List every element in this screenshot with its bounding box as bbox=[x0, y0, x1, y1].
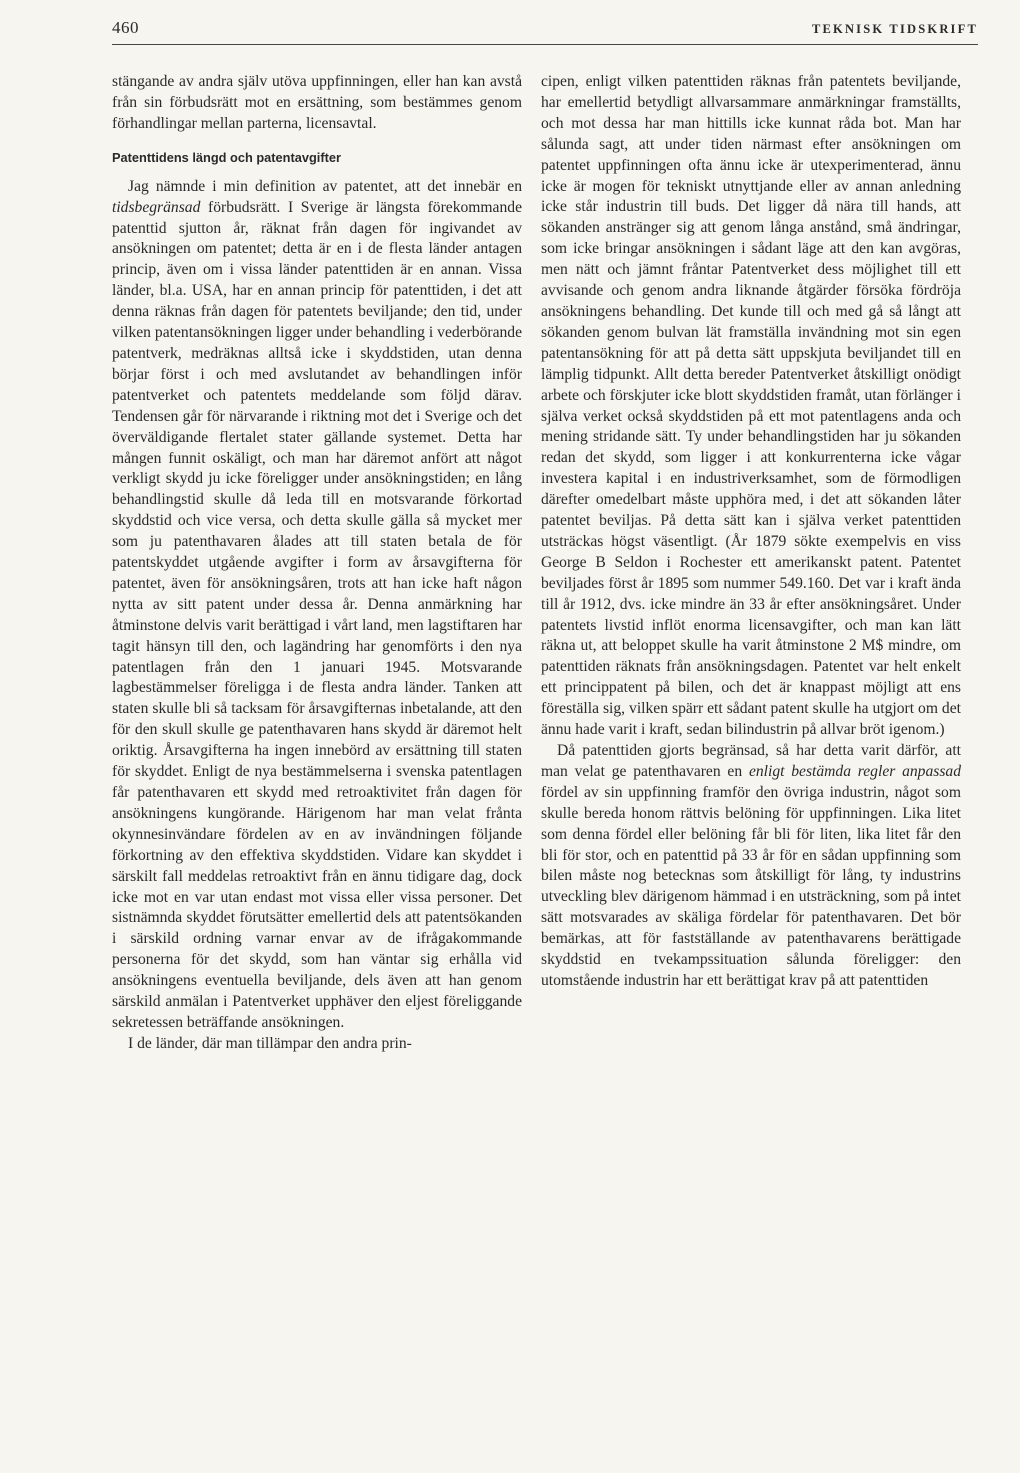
right-paragraph-2 bbox=[541, 741, 961, 992]
left-paragraph-2 bbox=[112, 177, 522, 1034]
left-paragraph-3: I de länder, där man tillämpar den andra prin- bbox=[128, 1034, 412, 1052]
journal-title: TEKNISK TIDSKRIFT bbox=[811, 22, 978, 36]
page-number: 460 bbox=[112, 18, 139, 37]
left-paragraph-1: stängande av andra själv utöva uppfinningen, eller han kan avstå från sin förbudsrätt mot en ersättning, som bestämmes genom förhandlingar mellan parterna, licensavtal. bbox=[112, 73, 522, 132]
right-column bbox=[541, 72, 961, 992]
right-paragraph-1: cipen, enligt vilken patenttiden räknas från patentets beviljande, har emellertid betydligt allvarsammare anmärkningar framställts, och mot dessa har man hittills icke kunnat råda bot. Man har sålunda sagt, att under tiden närmast efter ansökningen om patentet uppfinningen ofta ännu icke är utexperimenterad, ännu icke är mogen för tekniskt utnyttjande eller av annan anledning icke står industrin till buds. Det ligger då nära till hands, att sökanden anstränger sig att genom långa anstånd, små ändringar, som icke bringar ansökningen i sådant läge att den kan avgöras, men nätt och jämnt fråntar Patentverket dess möjlighet till ett avvisande och genom andra liknande åtgärder försöka fördröja ansökningens behandling. Det kunde till och med gå så långt att sökanden genom bulvan lät framställa invändning mot sin egen patentansökning för att på detta sätt uppskjuta beviljandet till en lämplig tidpunkt. Allt detta bereder Patentverket åtskilligt onödigt arbete och förskjuter icke blott skyddstiden framåt, utan förlänger i själva verket också skyddstiden på ett mot patentlagens anda och mening stridande sätt. Ty under behandlingstiden har ju sökanden redan det skydd, som ligger i att konkurrenterna icke vågar investera kapital i en industriverksamhet, som de förmodligen därefter omedelbart måste upphöra med, i det att sökanden låter patentet beviljas. På detta sätt kan i själva verket patenttiden utsträckas högst väsentligt. (År 1879 sökte exempelvis en viss George B Seldon i Rochester ett amerikanskt patent. Patentet beviljades först år 1895 som nummer 549.160. Det var i kraft ända till år 1912, dvs. icke mindre än 33 år efter ansökningsåret. Under patentets livstid inflöt enorma licensavgifter, och man kan lätt räkna ut, att beloppet skulle ha varit åtminstone 2 M$ mindre, om patenttiden räknats från ansökningsdagen. Patentet var helt enkelt ett princippatent på bilen, och det är knappast möjligt att ens föreställa sig, vilken spärr ett sådant patent skulle ha utgjort om det ännu hade varit i kraft, sedan bilindustrin på allvar bröt igenom.) bbox=[541, 73, 961, 739]
right-paragraph-2-rest: fördel av sin uppfinning framför den övriga industrin, något som skulle bereda honom rättvis belöning för uppfinningen. Lika litet som denna fördel eller belöning får bli för liten, lika litet får den bli för stor, och en patenttid på 33 år för en sådan uppfinning som bilen måste nog betecknas som åtskilligt för lång, ty industrins utveckling blev därigenom hämmad i en utsträckning, som på intet sätt motsvarades av skäliga fördelar för patenthavaren. Det bör bemärkas, att för fastställande av patenthavarens berättigade skyddstid en tvekampssituation sålunda föreligger: den utomstående industrin har ett berättigat krav på att patenttiden bbox=[541, 783, 961, 989]
section-heading: Patenttidens längd och patentavgifter bbox=[112, 149, 341, 165]
left-paragraph-2-start: Jag nämnde i min definition av patentet, att det innebär en bbox=[128, 177, 522, 195]
left-column bbox=[112, 72, 522, 1055]
page-header bbox=[112, 14, 978, 45]
right-paragraph-2-start: Då patenttiden gjorts begränsad, så har detta varit därför, att man velat ge patenthavaren en bbox=[541, 742, 961, 780]
left-paragraph-2-emphasis: tidsbegränsad bbox=[112, 198, 201, 216]
left-paragraph-2-rest: förbudsrätt. I Sverige är längsta förekommande patenttid sjutton år, räknat från dagen för ingivandet av ansökningen om patentet; detta är en i de flesta länder antagen princip, även om i vissa länder patenttiden är en annan. Vissa länder, bl.a. USA, har en annan princip för patenttiden, i det att denna räknas från dagen för patentets beviljande; den tid, under vilken patentansökningen ligger under behandling i vederbörande patentverk, medräknas alltså icke i skyddstiden, utan denna börjar först i och med avslutandet av behandlingen inför patentverket och patentets meddelande som följd därav. Tendensen går för närvarande i riktning mot det i Sverige och det överväldigande flertalet stater gällande systemet. Detta har mången funnit oskäligt, och man har däremot anfört att något verkligt skydd ju icke föreligger under ansökningstiden; en lång behandlingstid skulle då leda till en motsvarande förkortad skyddstid och vice versa, och detta skulle gälla så mycket mer som ju patenthavaren ålades att till staten betala de för patentskyddet utgående avgifter i form av årsavgifterna för patentet, även för ansökningsåren, trots att han icke haft någon nytta av sitt patent under dessa år. Denna anmärkning har åtminstone delvis varit berättigad i vårt land, men lagstiftaren har tagit hänsyn till den, och lagändring har genomförts i den nya patentlagen från den 1 januari 1945. Motsvarande lagbestämmelser föreligga i de flesta andra länder. Tanken att staten skulle bli så tacksam för årsavgifternas inbetalande, att den för den skull skulle ge patenthavaren hans skydd är däremot helt oriktig. Årsavgifterna ha ingen innebörd av ersättning till staten för skyddet. Enligt de nya bestämmelserna i svenska patentlagen får patenthavaren ett skydd med retroaktivitet från dagen för ansökningens kungörande. Härigenom har man velat frånta okynnesinvändare fördelen av en av invändningen följande förkortning av den effektiva skyddstiden. Vidare kan skyddet i särskilt fall meddelas retroaktivt från en ännu tidigare dag, dock icke mot en var utan endast mot vissa eller vissa personer. Det sistnämnda skyddet förutsätter emellertid dels att patentsökanden i särskild ordning varnar envar av de ifrågakommande personerna för det skydd, som han väntar sig erhålla vid ansökningens eventuella beviljande, dels även att han genom särskild anmälan i Patentverket upphäver den eljest föreliggande sekretessen beträffande ansökningen. bbox=[112, 198, 522, 1031]
right-paragraph-2-emphasis: enligt bestämda regler anpassad bbox=[748, 762, 962, 780]
